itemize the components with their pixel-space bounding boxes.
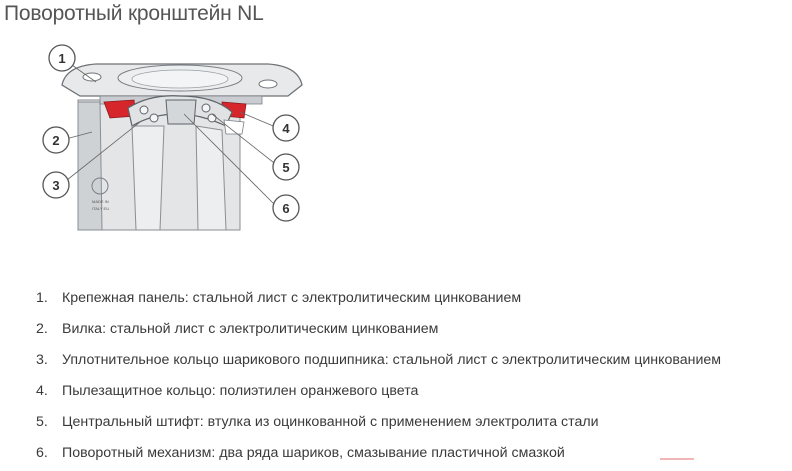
callout-1-label: 1: [58, 51, 66, 66]
ball-2: [150, 114, 158, 122]
callout-5: [273, 154, 299, 180]
central-pin: [166, 100, 196, 124]
callout-1: [49, 45, 75, 71]
callout-3: [43, 172, 69, 198]
callout-6: [273, 195, 299, 221]
plate-center-ring-inner: [132, 70, 228, 88]
list-item-text: Крепежная панель: стальной лист с электролитическим цинкованием: [62, 290, 522, 306]
list-item-number: 5.: [36, 414, 48, 430]
ball-4: [208, 114, 216, 122]
list-item-text: Поворотный механизм: два ряда шариков, смазывание пластичной смазкой: [62, 445, 565, 461]
list-item-text: Центральный штифт: втулка из оцинкованной с применением электролита стали: [62, 414, 599, 430]
fork-inner-left: [132, 126, 164, 230]
list-item-text: Пылезащитное кольцо: полиэтилен оранжевого цвета: [62, 383, 419, 399]
ball-1: [140, 106, 148, 114]
plate-hole-left: [83, 73, 101, 81]
list-item-number: 1.: [36, 290, 48, 306]
plate-hole-right: [259, 80, 277, 88]
list-item-number: 4.: [36, 383, 48, 399]
stamp-text-1: MADE IN: [92, 199, 109, 204]
decorative-underline: [660, 458, 694, 460]
fork-inner-right: [196, 126, 226, 230]
callout-2-label: 2: [52, 133, 60, 148]
list-item-number: 3.: [36, 352, 48, 368]
leader-4: [240, 112, 278, 128]
list-item-number: 6.: [36, 445, 48, 461]
list-item-text: Вилка: стальной лист с электролитическим цинкованием: [62, 321, 439, 337]
callout-5-label: 5: [282, 160, 290, 175]
list-item-text: Уплотнительное кольцо шарикового подшипника: стальной лист с электролитическим цинкованием: [62, 352, 722, 368]
callout-6-label: 6: [282, 201, 290, 216]
callout-2: [43, 127, 69, 153]
callout-3-label: 3: [52, 178, 60, 193]
stamp-text-2: ITALY EU: [92, 206, 110, 211]
swivel-bracket-diagram: [0, 30, 330, 240]
page-title: Поворотный кронштейн NL: [4, 2, 264, 25]
callout-4: [273, 115, 299, 141]
ball-3: [202, 104, 210, 112]
callout-4-label: 4: [282, 121, 290, 136]
white-seal-block: [224, 120, 244, 134]
list-item-number: 2.: [36, 321, 48, 337]
